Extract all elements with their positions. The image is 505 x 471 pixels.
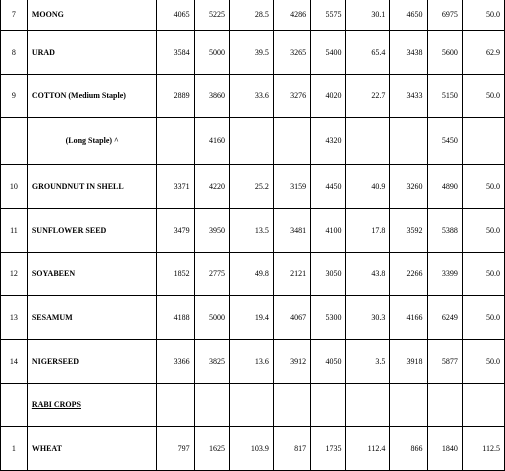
value-cell: 3912 bbox=[273, 339, 310, 383]
serial-number-cell: 1 bbox=[1, 426, 28, 470]
value-cell: 5450 bbox=[427, 117, 462, 164]
value-cell bbox=[427, 383, 462, 426]
value-cell: 4050 bbox=[311, 339, 346, 383]
value-cell: 1625 bbox=[194, 426, 229, 470]
crop-name-cell: SOYABEEN bbox=[27, 252, 157, 295]
value-cell: 4450 bbox=[311, 164, 346, 208]
value-cell: 5400 bbox=[311, 30, 346, 74]
value-cell: 3276 bbox=[273, 74, 310, 117]
value-cell: 3479 bbox=[157, 208, 194, 252]
table-row bbox=[1, 252, 505, 295]
table-row bbox=[1, 0, 505, 30]
value-cell: 4890 bbox=[427, 164, 462, 208]
value-cell: 797 bbox=[157, 426, 194, 470]
table-row bbox=[1, 295, 505, 339]
value-cell bbox=[194, 383, 229, 426]
serial-number-cell: 12 bbox=[1, 252, 28, 295]
value-cell bbox=[346, 117, 390, 164]
value-cell bbox=[273, 383, 310, 426]
value-cell: 1840 bbox=[427, 426, 462, 470]
value-cell: 3481 bbox=[273, 208, 310, 252]
value-cell: 22.7 bbox=[346, 74, 390, 117]
crop-name-cell: GROUNDNUT IN SHELL bbox=[27, 164, 157, 208]
value-cell: 5877 bbox=[427, 339, 462, 383]
value-cell: 6975 bbox=[427, 0, 462, 30]
value-cell: 4160 bbox=[194, 117, 229, 164]
crop-name-cell: SESAMUM bbox=[27, 295, 157, 339]
value-cell: 33.6 bbox=[230, 74, 274, 117]
value-cell: 3860 bbox=[194, 74, 229, 117]
value-cell: 65.4 bbox=[346, 30, 390, 74]
value-cell: 112.4 bbox=[346, 426, 390, 470]
value-cell: 3584 bbox=[157, 30, 194, 74]
table-row bbox=[1, 208, 505, 252]
value-cell bbox=[346, 383, 390, 426]
section-heading: RABI CROPS bbox=[27, 383, 157, 426]
value-cell: 3260 bbox=[390, 164, 427, 208]
value-cell: 3159 bbox=[273, 164, 310, 208]
value-cell: 6249 bbox=[427, 295, 462, 339]
serial-number-cell: 8 bbox=[1, 30, 28, 74]
value-cell: 50.0 bbox=[462, 0, 504, 30]
table-row bbox=[1, 164, 505, 208]
serial-number-cell: 9 bbox=[1, 74, 28, 117]
value-cell bbox=[311, 383, 346, 426]
value-cell: 1735 bbox=[311, 426, 346, 470]
value-cell: 5575 bbox=[311, 0, 346, 30]
value-cell: 3438 bbox=[390, 30, 427, 74]
value-cell: 30.1 bbox=[346, 0, 390, 30]
value-cell: 3050 bbox=[311, 252, 346, 295]
value-cell bbox=[157, 117, 194, 164]
crop-name-cell: (Long Staple) ^ bbox=[27, 117, 157, 164]
value-cell: 4166 bbox=[390, 295, 427, 339]
value-cell bbox=[230, 383, 274, 426]
value-cell: 4188 bbox=[157, 295, 194, 339]
value-cell: 3399 bbox=[427, 252, 462, 295]
value-cell: 817 bbox=[273, 426, 310, 470]
value-cell: 5300 bbox=[311, 295, 346, 339]
value-cell: 3265 bbox=[273, 30, 310, 74]
value-cell: 5388 bbox=[427, 208, 462, 252]
value-cell bbox=[462, 117, 504, 164]
value-cell: 39.5 bbox=[230, 30, 274, 74]
crop-name-cell: COTTON (Medium Staple) bbox=[27, 74, 157, 117]
value-cell: 3433 bbox=[390, 74, 427, 117]
value-cell: 5225 bbox=[194, 0, 229, 30]
value-cell: 3950 bbox=[194, 208, 229, 252]
value-cell: 5600 bbox=[427, 30, 462, 74]
value-cell: 50.0 bbox=[462, 295, 504, 339]
value-cell: 4067 bbox=[273, 295, 310, 339]
serial-number-cell: 13 bbox=[1, 295, 28, 339]
value-cell: 2121 bbox=[273, 252, 310, 295]
crop-name-cell: URAD bbox=[27, 30, 157, 74]
value-cell: 3918 bbox=[390, 339, 427, 383]
value-cell: 4320 bbox=[311, 117, 346, 164]
serial-number-cell: 11 bbox=[1, 208, 28, 252]
value-cell: 49.8 bbox=[230, 252, 274, 295]
value-cell: 30.3 bbox=[346, 295, 390, 339]
serial-number-cell bbox=[1, 383, 28, 426]
table-row bbox=[1, 383, 505, 426]
value-cell: 2775 bbox=[194, 252, 229, 295]
value-cell bbox=[157, 383, 194, 426]
crop-name-cell: MOONG bbox=[27, 0, 157, 30]
value-cell: 62.9 bbox=[462, 30, 504, 74]
serial-number-cell: 7 bbox=[1, 0, 28, 30]
value-cell bbox=[390, 117, 427, 164]
crop-name-cell: SUNFLOWER SEED bbox=[27, 208, 157, 252]
value-cell: 50.0 bbox=[462, 208, 504, 252]
value-cell: 112.5 bbox=[462, 426, 504, 470]
value-cell: 28.5 bbox=[230, 0, 274, 30]
serial-number-cell: 14 bbox=[1, 339, 28, 383]
value-cell: 13.6 bbox=[230, 339, 274, 383]
value-cell bbox=[273, 117, 310, 164]
value-cell: 13.5 bbox=[230, 208, 274, 252]
value-cell bbox=[390, 383, 427, 426]
value-cell: 50.0 bbox=[462, 74, 504, 117]
value-cell: 866 bbox=[390, 426, 427, 470]
table-row bbox=[1, 30, 505, 74]
value-cell: 4286 bbox=[273, 0, 310, 30]
value-cell: 5150 bbox=[427, 74, 462, 117]
value-cell: 5000 bbox=[194, 30, 229, 74]
value-cell: 2889 bbox=[157, 74, 194, 117]
value-cell: 50.0 bbox=[462, 164, 504, 208]
value-cell bbox=[462, 383, 504, 426]
value-cell: 4220 bbox=[194, 164, 229, 208]
value-cell: 4100 bbox=[311, 208, 346, 252]
table-row bbox=[1, 426, 505, 470]
value-cell: 3366 bbox=[157, 339, 194, 383]
value-cell: 50.0 bbox=[462, 339, 504, 383]
value-cell: 19.4 bbox=[230, 295, 274, 339]
serial-number-cell bbox=[1, 117, 28, 164]
value-cell: 43.8 bbox=[346, 252, 390, 295]
table-row bbox=[1, 339, 505, 383]
value-cell: 25.2 bbox=[230, 164, 274, 208]
crop-name-cell: WHEAT bbox=[27, 426, 157, 470]
value-cell: 4650 bbox=[390, 0, 427, 30]
value-cell: 17.8 bbox=[346, 208, 390, 252]
value-cell: 3.5 bbox=[346, 339, 390, 383]
crop-name-cell: NIGERSEED bbox=[27, 339, 157, 383]
table-row bbox=[1, 117, 505, 164]
value-cell: 40.9 bbox=[346, 164, 390, 208]
value-cell: 3371 bbox=[157, 164, 194, 208]
value-cell: 4020 bbox=[311, 74, 346, 117]
value-cell: 103.9 bbox=[230, 426, 274, 470]
value-cell: 3825 bbox=[194, 339, 229, 383]
value-cell: 2266 bbox=[390, 252, 427, 295]
serial-number-cell: 10 bbox=[1, 164, 28, 208]
value-cell: 3592 bbox=[390, 208, 427, 252]
value-cell: 1852 bbox=[157, 252, 194, 295]
table-row bbox=[1, 74, 505, 117]
value-cell: 5000 bbox=[194, 295, 229, 339]
value-cell bbox=[230, 117, 274, 164]
value-cell: 50.0 bbox=[462, 252, 504, 295]
value-cell: 4065 bbox=[157, 0, 194, 30]
